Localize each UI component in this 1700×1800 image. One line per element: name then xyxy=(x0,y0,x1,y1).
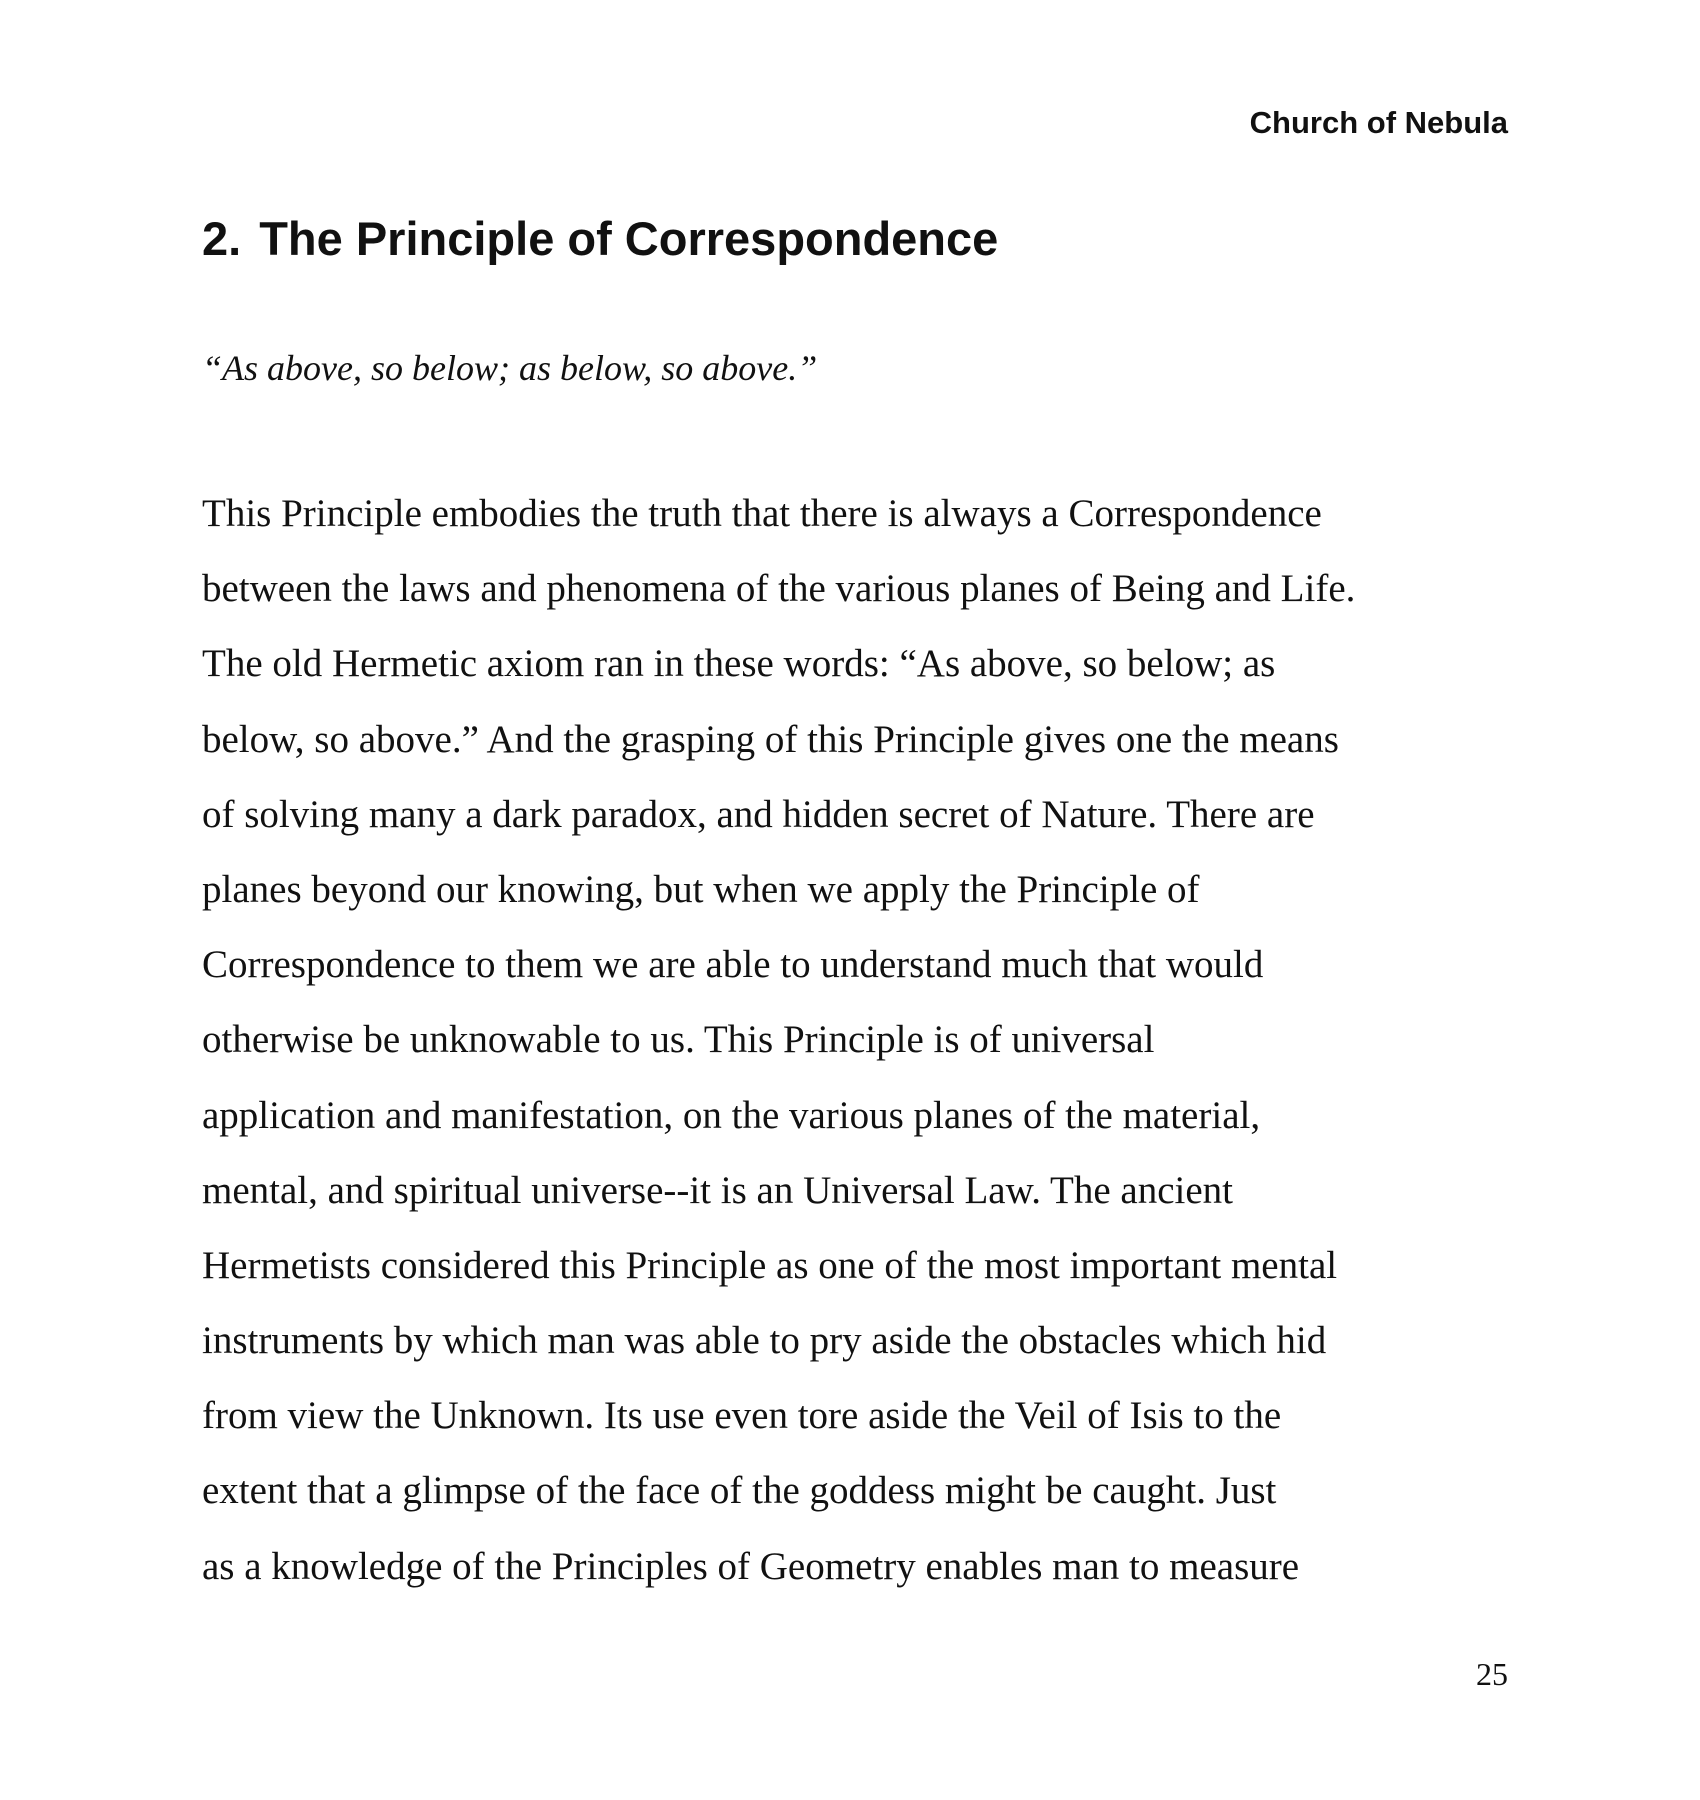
body-line: Correspondence to them we are able to understand much that would xyxy=(202,943,1264,987)
body-line: instruments by which man was able to pry aside the obstacles which hid xyxy=(202,1319,1327,1363)
chapter-title xyxy=(202,209,998,269)
body-line: application and manifestation, on the various planes of the material, xyxy=(202,1093,1261,1137)
chapter-title-text: The Principle of Correspondence xyxy=(259,212,999,265)
body-line: The old Hermetic axiom ran in these words: “As above, so below; as xyxy=(202,642,1276,686)
body-line: otherwise be unknowable to us. This Principle is of universal xyxy=(202,1018,1155,1062)
body-line: of solving many a dark paradox, and hidden secret of Nature. There are xyxy=(202,792,1315,836)
epigraph-quote: “As above, so below; as below, so above.” xyxy=(202,348,818,388)
body-line: from view the Unknown. Its use even tore aside the Veil of Isis to the xyxy=(202,1394,1282,1438)
chapter-number: 2. xyxy=(202,212,242,265)
body-line: as a knowledge of the Principles of Geometry enables man to measure xyxy=(202,1544,1300,1588)
body-line: between the laws and phenomena of the various planes of Being and Life. xyxy=(202,567,1356,611)
page-number: 25 xyxy=(1476,1656,1508,1692)
body-paragraph xyxy=(202,484,1522,1612)
body-line: This Principle embodies the truth that there is always a Correspondence xyxy=(202,492,1322,535)
body-line: mental, and spiritual universe--it is an Universal Law. The ancient xyxy=(202,1168,1234,1212)
body-line: below, so above.” And the grasping of this Principle gives one the means xyxy=(202,717,1339,761)
running-header: Church of Nebula xyxy=(1249,105,1508,140)
body-line: Hermetists considered this Principle as one of the most important mental xyxy=(202,1243,1338,1287)
body-line: extent that a glimpse of the face of the goddess might be caught. Just xyxy=(202,1469,1277,1513)
body-line: planes beyond our knowing, but when we apply the Principle of xyxy=(202,867,1200,911)
